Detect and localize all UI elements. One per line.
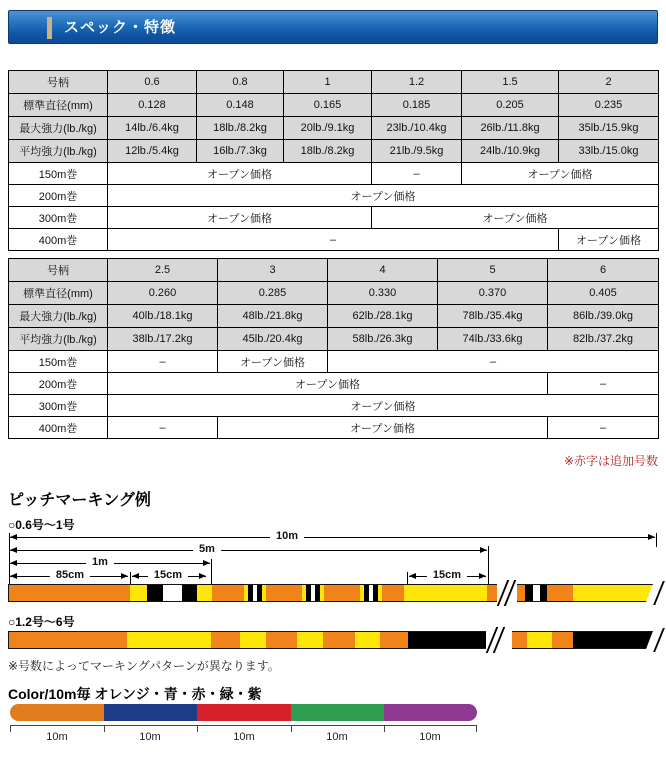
size-header-cell: 4 bbox=[328, 259, 438, 282]
spec-cell: 62lb./28.1kg bbox=[328, 305, 438, 328]
scale-label: 10m bbox=[233, 731, 255, 743]
spec-cell: 0.128 bbox=[108, 94, 197, 117]
table-row bbox=[9, 185, 659, 207]
spec-cell: 33lb./15.0kg bbox=[559, 140, 659, 163]
arrowhead-right-icon bbox=[648, 534, 655, 540]
line-segment-orange bbox=[512, 631, 527, 649]
line-segment-orange bbox=[211, 631, 240, 649]
line-segment-orange bbox=[8, 631, 127, 649]
line-segment-yellow bbox=[573, 584, 653, 602]
row-label: 最大強力(lb./kg) bbox=[9, 305, 108, 328]
spec-cell: 82lb./37.2kg bbox=[548, 328, 659, 351]
row-label: 200m巻 bbox=[9, 185, 108, 207]
price-cell: – bbox=[108, 351, 218, 373]
spec-cell: 26lb./11.8kg bbox=[462, 117, 559, 140]
line-segment-black bbox=[147, 584, 163, 602]
price-cell-red: オープン価格 bbox=[462, 163, 659, 185]
spec-cell: 0.370 bbox=[438, 282, 548, 305]
color-line-bar bbox=[10, 704, 477, 721]
spec-cell: 0.205 bbox=[462, 94, 559, 117]
row-label: 最大強力(lb./kg) bbox=[9, 117, 108, 140]
line-segment-black bbox=[540, 584, 547, 602]
table-row bbox=[9, 351, 659, 373]
dim-arrow-5m bbox=[10, 543, 487, 555]
table-row bbox=[9, 259, 659, 282]
row-label: 平均強力(lb./kg) bbox=[9, 140, 108, 163]
row-label: 標準直径(mm) bbox=[9, 282, 108, 305]
dim-tick bbox=[407, 572, 408, 584]
spec-cell: 0.165 bbox=[284, 94, 372, 117]
line-segment-c_red bbox=[197, 704, 291, 721]
arrowhead-left-icon bbox=[10, 573, 17, 579]
line-segment-yellow bbox=[127, 631, 211, 649]
dim-tick bbox=[211, 559, 212, 584]
line-segment-yellow bbox=[297, 631, 323, 649]
size-header-cell: 1.2 bbox=[372, 71, 462, 94]
arrowhead-right-icon bbox=[203, 560, 210, 566]
line-end-mark bbox=[653, 628, 665, 652]
price-cell: オープン価格 bbox=[108, 373, 548, 395]
arrowhead-right-icon bbox=[199, 573, 206, 579]
row-label: 300m巻 bbox=[9, 395, 108, 417]
dim-tick bbox=[656, 533, 657, 547]
scale-label: 10m bbox=[419, 731, 441, 743]
dim-arrow-1m bbox=[10, 556, 210, 568]
spec-cell: 0.330 bbox=[328, 282, 438, 305]
dim-label-85cm: 85cm bbox=[50, 569, 90, 581]
row-label: 300m巻 bbox=[9, 207, 108, 229]
pitch-heading: ピッチマーキング例 bbox=[8, 492, 151, 509]
price-cell: オープン価格 bbox=[108, 163, 372, 185]
arrowhead-left-icon bbox=[409, 573, 416, 579]
spec-cell: 40lb./18.1kg bbox=[108, 305, 218, 328]
spec-cell: 21lb./9.5kg bbox=[372, 140, 462, 163]
pitch-line-1 bbox=[8, 584, 653, 602]
line-segment-c_orange bbox=[10, 704, 104, 721]
scale-tick bbox=[104, 725, 105, 732]
arrowhead-right-icon bbox=[121, 573, 128, 579]
arrowhead-left-icon bbox=[132, 573, 139, 579]
line-segment-orange bbox=[517, 584, 525, 602]
spec-cell: 14lb./6.4kg bbox=[108, 117, 197, 140]
line-segment-c_purple bbox=[384, 704, 477, 721]
table-row bbox=[9, 395, 659, 417]
line-segment-orange bbox=[212, 584, 244, 602]
spec-cell: 86lb./39.0kg bbox=[548, 305, 659, 328]
price-cell: – bbox=[108, 229, 559, 251]
spec-cell: 0.405 bbox=[548, 282, 659, 305]
size-header-cell: 3 bbox=[218, 259, 328, 282]
spec-cell: 16lb./7.3kg bbox=[197, 140, 284, 163]
line-segment-black bbox=[573, 631, 653, 649]
price-cell: – bbox=[548, 373, 659, 395]
line-segment-yellow bbox=[240, 631, 266, 649]
size-header-cell: 6 bbox=[548, 259, 659, 282]
line-segment-c_green bbox=[291, 704, 384, 721]
line-segment-yellow bbox=[527, 631, 552, 649]
table-row bbox=[9, 328, 659, 351]
spec-cell: 24lb./10.9kg bbox=[462, 140, 559, 163]
price-cell-red: オープン価格 bbox=[218, 417, 548, 439]
price-cell: – bbox=[108, 417, 218, 439]
row-label: 150m巻 bbox=[9, 351, 108, 373]
table-row bbox=[9, 207, 659, 229]
red-size-note: ※赤字は追加号数 bbox=[563, 454, 658, 468]
line1-size-label: ○0.6号～1号 bbox=[8, 518, 75, 532]
line-segment-black bbox=[408, 631, 486, 649]
spec-cell: 0.285 bbox=[218, 282, 328, 305]
spec-cell: 23lb./10.4kg bbox=[372, 117, 462, 140]
line-segment-yellow bbox=[355, 631, 380, 649]
row-label: 平均強力(lb./kg) bbox=[9, 328, 108, 351]
dim-arrow-10m bbox=[10, 530, 655, 542]
row-label: 標準直径(mm) bbox=[9, 94, 108, 117]
spec-cell: 74lb./33.6kg bbox=[438, 328, 548, 351]
line-segment-orange bbox=[547, 584, 573, 602]
scale-label: 10m bbox=[46, 731, 68, 743]
spec-cell: 12lb./5.4kg bbox=[108, 140, 197, 163]
arrowhead-left-icon bbox=[10, 534, 17, 540]
spec-cell: 58lb./26.3kg bbox=[328, 328, 438, 351]
line-segment-break bbox=[486, 631, 512, 649]
price-cell: オープン価格 bbox=[108, 395, 659, 417]
table-row bbox=[9, 305, 659, 328]
spec-cell: 35lb./15.9kg bbox=[559, 117, 659, 140]
dim-tick bbox=[9, 533, 10, 584]
arrowhead-right-icon bbox=[479, 573, 486, 579]
table-row bbox=[9, 71, 659, 94]
line-segment-orange bbox=[8, 584, 130, 602]
dim-tick bbox=[130, 572, 131, 584]
spec-table-2 bbox=[8, 258, 659, 439]
table-row bbox=[9, 117, 659, 140]
spec-cell: 0.148 bbox=[197, 94, 284, 117]
table-row bbox=[9, 282, 659, 305]
line-segment-white bbox=[533, 584, 540, 602]
arrowhead-right-icon bbox=[480, 547, 487, 553]
line-segment-break bbox=[497, 584, 517, 602]
corner-cell: 号柄 bbox=[9, 259, 108, 282]
line-segment-orange bbox=[380, 631, 408, 649]
spec-cell: 38lb./17.2kg bbox=[108, 328, 218, 351]
scale-tick bbox=[197, 725, 198, 732]
price-cell: オープン価格 bbox=[372, 207, 659, 229]
price-cell-red: オープン価格 bbox=[559, 229, 659, 251]
arrowhead-left-icon bbox=[10, 560, 17, 566]
dim-arrow-15cm-b bbox=[409, 569, 486, 581]
size-header-cell: 0.8 bbox=[197, 71, 284, 94]
line-segment-orange bbox=[266, 584, 302, 602]
price-cell-red: オープン価格 bbox=[108, 207, 372, 229]
line-segment-white bbox=[163, 584, 182, 602]
row-label: 400m巻 bbox=[9, 229, 108, 251]
table-row bbox=[9, 140, 659, 163]
size-header-cell: 1.5 bbox=[462, 71, 559, 94]
price-cell-red: オープン価格 bbox=[218, 351, 328, 373]
line-segment-orange bbox=[324, 584, 360, 602]
spec-cell: 20lb./9.1kg bbox=[284, 117, 372, 140]
spec-cell: 45lb./20.4kg bbox=[218, 328, 328, 351]
table-row bbox=[9, 94, 659, 117]
line-segment-orange bbox=[382, 584, 404, 602]
dim-tick bbox=[488, 546, 489, 584]
spec-cell: 0.235 bbox=[559, 94, 659, 117]
spec-cell: 18lb./8.2kg bbox=[197, 117, 284, 140]
spec-cell: 48lb./21.8kg bbox=[218, 305, 328, 328]
line-segment-yellow bbox=[197, 584, 212, 602]
spec-cell: 78lb./35.4kg bbox=[438, 305, 548, 328]
dim-arrow-85cm bbox=[10, 569, 128, 581]
dim-arrow-15cm-a bbox=[132, 569, 206, 581]
header-accent-stripe bbox=[47, 17, 52, 39]
scale-label: 10m bbox=[139, 731, 161, 743]
arrowhead-left-icon bbox=[10, 547, 17, 553]
scale-label: 10m bbox=[326, 731, 348, 743]
scale-tick bbox=[476, 725, 477, 732]
spec-cell: 0.260 bbox=[108, 282, 218, 305]
dim-label-5m: 5m bbox=[193, 543, 221, 555]
line-end-mark bbox=[653, 581, 665, 605]
price-cell: – bbox=[328, 351, 659, 373]
table-row bbox=[9, 163, 659, 185]
size-header-cell: 2 bbox=[559, 71, 659, 94]
spec-table-1 bbox=[8, 70, 659, 251]
price-cell: オープン価格 bbox=[108, 185, 659, 207]
scale-tick bbox=[291, 725, 292, 732]
color-heading: Color/10m毎 オレンジ・青・赤・緑・紫 bbox=[8, 686, 262, 702]
table-row bbox=[9, 373, 659, 395]
size-header-cell: 5 bbox=[438, 259, 548, 282]
row-label: 150m巻 bbox=[9, 163, 108, 185]
line-segment-yellow bbox=[404, 584, 487, 602]
spec-cell: 18lb./8.2kg bbox=[284, 140, 372, 163]
line-segment-yellow bbox=[130, 584, 147, 602]
line-segment-orange bbox=[266, 631, 297, 649]
pattern-note: ※号数によってマーキングパターンが異なります。 bbox=[8, 659, 280, 673]
dim-label-15cm-a: 15cm bbox=[148, 569, 188, 581]
price-cell: – bbox=[372, 163, 462, 185]
line-segment-black bbox=[182, 584, 197, 602]
price-cell: – bbox=[548, 417, 659, 439]
corner-cell: 号柄 bbox=[9, 71, 108, 94]
dim-label-1m: 1m bbox=[86, 556, 114, 568]
line-segment-orange bbox=[323, 631, 355, 649]
size-header-cell: 2.5 bbox=[108, 259, 218, 282]
line-segment-c_blue bbox=[104, 704, 197, 721]
section-title: スペック・特徴 bbox=[64, 19, 177, 36]
section-header bbox=[8, 10, 658, 44]
row-label: 200m巻 bbox=[9, 373, 108, 395]
row-label: 400m巻 bbox=[9, 417, 108, 439]
size-header-cell: 1 bbox=[284, 71, 372, 94]
dim-label-10m: 10m bbox=[270, 530, 304, 542]
dim-label-15cm-b: 15cm bbox=[427, 569, 467, 581]
pitch-line-2 bbox=[8, 631, 653, 649]
table-row bbox=[9, 417, 659, 439]
size-header-cell: 0.6 bbox=[108, 71, 197, 94]
line-segment-black bbox=[525, 584, 533, 602]
table-row bbox=[9, 229, 659, 251]
line-segment-orange bbox=[552, 631, 573, 649]
line2-size-label: ○1.2号～6号 bbox=[8, 615, 75, 629]
line-segment-orange bbox=[487, 584, 497, 602]
scale-tick bbox=[10, 725, 11, 732]
spec-cell: 0.185 bbox=[372, 94, 462, 117]
scale-tick bbox=[384, 725, 385, 732]
scale-line bbox=[10, 725, 477, 726]
